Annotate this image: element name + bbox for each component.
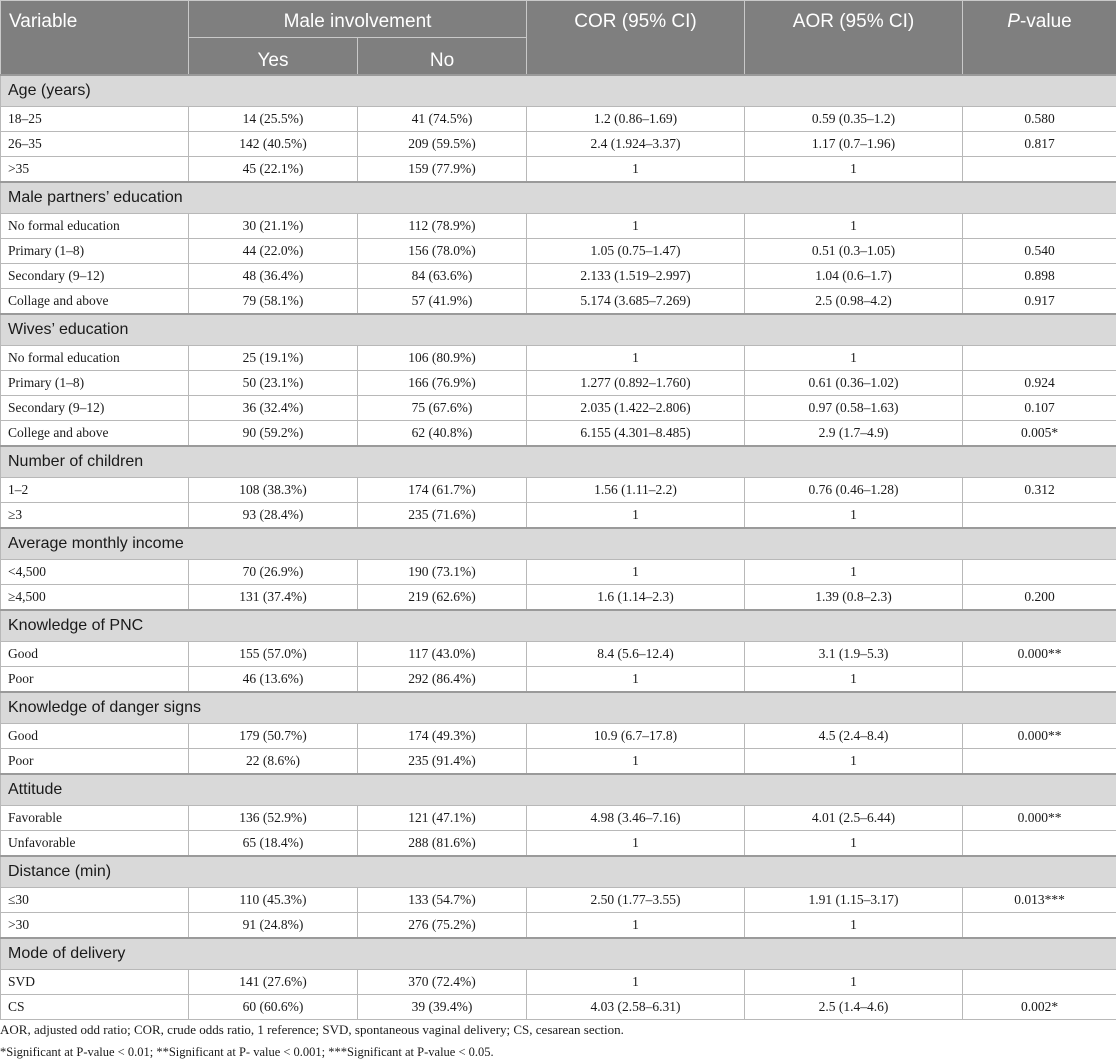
cell-aor: 0.61 (0.36–1.02) [745, 370, 963, 395]
header-aor: AOR (95% CI) [745, 1, 963, 75]
cell-cor: 1 [527, 969, 745, 994]
row-label: Collage and above [1, 288, 189, 314]
cell-aor: 1 [745, 666, 963, 692]
row-label: CS [1, 994, 189, 1019]
cell-yes: 25 (19.1%) [189, 345, 358, 370]
row-label: SVD [1, 969, 189, 994]
cell-yes: 48 (36.4%) [189, 263, 358, 288]
cell-yes: 50 (23.1%) [189, 370, 358, 395]
cell-no: 370 (72.4%) [358, 969, 527, 994]
cell-yes: 44 (22.0%) [189, 238, 358, 263]
cell-p-value: 0.000** [963, 723, 1116, 748]
cell-yes: 36 (32.4%) [189, 395, 358, 420]
table-row [1, 559, 1116, 584]
cell-cor: 8.4 (5.6–12.4) [527, 641, 745, 666]
header-p-value [963, 1, 1116, 75]
cell-no: 190 (73.1%) [358, 559, 527, 584]
header-p-rest: -value [1020, 11, 1072, 32]
cell-aor: 1.17 (0.7–1.96) [745, 131, 963, 156]
cell-p-value: 0.002* [963, 994, 1116, 1019]
section-header-row [1, 774, 1116, 806]
cell-aor: 2.9 (1.7–4.9) [745, 420, 963, 446]
cell-no: 41 (74.5%) [358, 106, 527, 131]
section-title: Distance (min) [1, 856, 1116, 888]
cell-yes: 136 (52.9%) [189, 805, 358, 830]
cell-aor: 4.5 (2.4–8.4) [745, 723, 963, 748]
cell-yes: 46 (13.6%) [189, 666, 358, 692]
cell-cor: 1 [527, 830, 745, 856]
cell-p-value: 0.200 [963, 584, 1116, 610]
cell-no: 112 (78.9%) [358, 213, 527, 238]
cell-aor: 1 [745, 559, 963, 584]
footnote-abbreviations: AOR, adjusted odd ratio; COR, crude odds ratio, 1 reference; SVD, spontaneous vaginal delivery; CS, cesarean section. [0, 1019, 1116, 1041]
row-label: Unfavorable [1, 830, 189, 856]
cell-no: 106 (80.9%) [358, 345, 527, 370]
row-label: 26–35 [1, 131, 189, 156]
section-title: Knowledge of danger signs [1, 692, 1116, 724]
row-label: Secondary (9–12) [1, 263, 189, 288]
cell-aor: 2.5 (0.98–4.2) [745, 288, 963, 314]
cell-cor: 1.277 (0.892–1.760) [527, 370, 745, 395]
table-row [1, 805, 1116, 830]
section-header-row [1, 610, 1116, 642]
header-male-involvement: Male involvement [189, 1, 527, 38]
cell-cor: 2.50 (1.77–3.55) [527, 887, 745, 912]
cell-cor: 2.4 (1.924–3.37) [527, 131, 745, 156]
cell-yes: 90 (59.2%) [189, 420, 358, 446]
cell-yes: 79 (58.1%) [189, 288, 358, 314]
table-row [1, 830, 1116, 856]
header-variable: Variable [1, 1, 189, 75]
cell-no: 39 (39.4%) [358, 994, 527, 1019]
row-label: Primary (1–8) [1, 238, 189, 263]
row-label: 1–2 [1, 477, 189, 502]
table-row [1, 395, 1116, 420]
table-row [1, 502, 1116, 528]
cell-yes: 155 (57.0%) [189, 641, 358, 666]
row-label: Good [1, 723, 189, 748]
table-row [1, 887, 1116, 912]
cell-no: 292 (86.4%) [358, 666, 527, 692]
cell-cor: 1 [527, 912, 745, 938]
section-title: Average monthly income [1, 528, 1116, 560]
cell-no: 156 (78.0%) [358, 238, 527, 263]
cell-yes: 60 (60.6%) [189, 994, 358, 1019]
cell-p-value [963, 969, 1116, 994]
cell-aor: 0.59 (0.35–1.2) [745, 106, 963, 131]
cell-aor: 0.51 (0.3–1.05) [745, 238, 963, 263]
cell-cor: 1 [527, 748, 745, 774]
section-header-row [1, 692, 1116, 724]
cell-p-value [963, 912, 1116, 938]
cell-no: 117 (43.0%) [358, 641, 527, 666]
cell-cor: 4.03 (2.58–6.31) [527, 994, 745, 1019]
cell-no: 174 (61.7%) [358, 477, 527, 502]
cell-p-value: 0.312 [963, 477, 1116, 502]
table-row [1, 156, 1116, 182]
row-label: No formal education [1, 213, 189, 238]
cell-no: 84 (63.6%) [358, 263, 527, 288]
cell-p-value [963, 666, 1116, 692]
cell-cor: 5.174 (3.685–7.269) [527, 288, 745, 314]
section-title: Attitude [1, 774, 1116, 806]
cell-aor: 1.04 (0.6–1.7) [745, 263, 963, 288]
cell-no: 219 (62.6%) [358, 584, 527, 610]
cell-cor: 1 [527, 502, 745, 528]
cell-aor: 0.97 (0.58–1.63) [745, 395, 963, 420]
row-label: >30 [1, 912, 189, 938]
cell-cor: 2.133 (1.519–2.997) [527, 263, 745, 288]
cell-aor: 1 [745, 345, 963, 370]
cell-no: 121 (47.1%) [358, 805, 527, 830]
cell-yes: 142 (40.5%) [189, 131, 358, 156]
table-row [1, 420, 1116, 446]
cell-cor: 1.6 (1.14–2.3) [527, 584, 745, 610]
table-row [1, 477, 1116, 502]
cell-aor: 3.1 (1.9–5.3) [745, 641, 963, 666]
cell-p-value [963, 830, 1116, 856]
cell-yes: 108 (38.3%) [189, 477, 358, 502]
section-title: Wives’ education [1, 314, 1116, 346]
table-row [1, 106, 1116, 131]
cell-p-value: 0.817 [963, 131, 1116, 156]
cell-aor: 1 [745, 502, 963, 528]
cell-aor: 1 [745, 912, 963, 938]
cell-yes: 45 (22.1%) [189, 156, 358, 182]
cell-no: 174 (49.3%) [358, 723, 527, 748]
cell-cor: 2.035 (1.422–2.806) [527, 395, 745, 420]
cell-yes: 93 (28.4%) [189, 502, 358, 528]
cell-no: 62 (40.8%) [358, 420, 527, 446]
section-header-row [1, 528, 1116, 560]
row-label: <4,500 [1, 559, 189, 584]
cell-cor: 1.2 (0.86–1.69) [527, 106, 745, 131]
cell-cor: 1.05 (0.75–1.47) [527, 238, 745, 263]
cell-p-value [963, 559, 1116, 584]
cell-no: 166 (76.9%) [358, 370, 527, 395]
section-title: Number of children [1, 446, 1116, 478]
row-label: Secondary (9–12) [1, 395, 189, 420]
cell-yes: 91 (24.8%) [189, 912, 358, 938]
section-header-row [1, 446, 1116, 478]
cell-cor: 1 [527, 213, 745, 238]
cell-no: 276 (75.2%) [358, 912, 527, 938]
cell-p-value: 0.005* [963, 420, 1116, 446]
row-label: Good [1, 641, 189, 666]
cell-p-value: 0.107 [963, 395, 1116, 420]
cell-aor: 1 [745, 748, 963, 774]
section-header-row [1, 75, 1116, 107]
cell-aor: 0.76 (0.46–1.28) [745, 477, 963, 502]
cell-p-value [963, 345, 1116, 370]
cell-cor: 1 [527, 559, 745, 584]
row-label: ≥4,500 [1, 584, 189, 610]
cell-aor: 4.01 (2.5–6.44) [745, 805, 963, 830]
section-title: Mode of delivery [1, 938, 1116, 970]
row-label: Poor [1, 748, 189, 774]
cell-no: 75 (67.6%) [358, 395, 527, 420]
cell-cor: 10.9 (6.7–17.8) [527, 723, 745, 748]
cell-yes: 30 (21.1%) [189, 213, 358, 238]
header-no: No [358, 38, 527, 75]
row-label: No formal education [1, 345, 189, 370]
cell-p-value [963, 156, 1116, 182]
table-row [1, 238, 1116, 263]
table-row [1, 345, 1116, 370]
cell-no: 235 (71.6%) [358, 502, 527, 528]
table-row [1, 641, 1116, 666]
cell-no: 57 (41.9%) [358, 288, 527, 314]
cell-aor: 1 [745, 830, 963, 856]
cell-aor: 1 [745, 969, 963, 994]
header-cor: COR (95% CI) [527, 1, 745, 75]
cell-no: 235 (91.4%) [358, 748, 527, 774]
cell-yes: 14 (25.5%) [189, 106, 358, 131]
table-row [1, 666, 1116, 692]
cell-yes: 131 (37.4%) [189, 584, 358, 610]
table-row [1, 288, 1116, 314]
cell-p-value: 0.580 [963, 106, 1116, 131]
cell-cor: 1 [527, 345, 745, 370]
cell-p-value: 0.898 [963, 263, 1116, 288]
cell-aor: 1.39 (0.8–2.3) [745, 584, 963, 610]
cell-yes: 179 (50.7%) [189, 723, 358, 748]
cell-p-value: 0.000** [963, 805, 1116, 830]
cell-aor: 1.91 (1.15–3.17) [745, 887, 963, 912]
row-label: 18–25 [1, 106, 189, 131]
cell-p-value [963, 748, 1116, 774]
cell-aor: 1 [745, 213, 963, 238]
footnotes [0, 1019, 1116, 1063]
row-label: Primary (1–8) [1, 370, 189, 395]
cell-aor: 2.5 (1.4–4.6) [745, 994, 963, 1019]
footnote-significance: *Significant at P-value < 0.01; **Significant at P- value < 0.001; ***Significant at P-value < 0.05. [0, 1041, 1116, 1063]
cell-yes: 65 (18.4%) [189, 830, 358, 856]
cell-cor: 1.56 (1.11–2.2) [527, 477, 745, 502]
cell-aor: 1 [745, 156, 963, 182]
cell-yes: 110 (45.3%) [189, 887, 358, 912]
row-label: ≤30 [1, 887, 189, 912]
cell-p-value [963, 213, 1116, 238]
table-body [1, 75, 1116, 1020]
header-yes: Yes [189, 38, 358, 75]
table-row [1, 912, 1116, 938]
section-title: Knowledge of PNC [1, 610, 1116, 642]
table-row [1, 370, 1116, 395]
section-header-row [1, 856, 1116, 888]
cell-no: 288 (81.6%) [358, 830, 527, 856]
cell-p-value: 0.540 [963, 238, 1116, 263]
row-label: >35 [1, 156, 189, 182]
row-label: Poor [1, 666, 189, 692]
table-row [1, 969, 1116, 994]
table-row [1, 723, 1116, 748]
cell-cor: 4.98 (3.46–7.16) [527, 805, 745, 830]
cell-p-value: 0.000** [963, 641, 1116, 666]
cell-yes: 70 (26.9%) [189, 559, 358, 584]
section-header-row [1, 182, 1116, 214]
table-row [1, 131, 1116, 156]
row-label: Favorable [1, 805, 189, 830]
table-header [1, 1, 1116, 75]
header-p-italic: P [1007, 11, 1020, 32]
cell-p-value: 0.924 [963, 370, 1116, 395]
row-label: College and above [1, 420, 189, 446]
cell-no: 209 (59.5%) [358, 131, 527, 156]
cell-yes: 22 (8.6%) [189, 748, 358, 774]
cell-no: 133 (54.7%) [358, 887, 527, 912]
cell-p-value: 0.917 [963, 288, 1116, 314]
cell-yes: 141 (27.6%) [189, 969, 358, 994]
table-row [1, 584, 1116, 610]
table-row [1, 213, 1116, 238]
cell-cor: 1 [527, 666, 745, 692]
table-row [1, 263, 1116, 288]
table-row [1, 748, 1116, 774]
section-title: Male partners’ education [1, 182, 1116, 214]
table-row [1, 994, 1116, 1019]
cell-cor: 1 [527, 156, 745, 182]
row-label: ≥3 [1, 502, 189, 528]
section-header-row [1, 314, 1116, 346]
cell-no: 159 (77.9%) [358, 156, 527, 182]
cell-cor: 6.155 (4.301–8.485) [527, 420, 745, 446]
cell-p-value [963, 502, 1116, 528]
cell-p-value: 0.013*** [963, 887, 1116, 912]
section-header-row [1, 938, 1116, 970]
section-title: Age (years) [1, 75, 1116, 107]
